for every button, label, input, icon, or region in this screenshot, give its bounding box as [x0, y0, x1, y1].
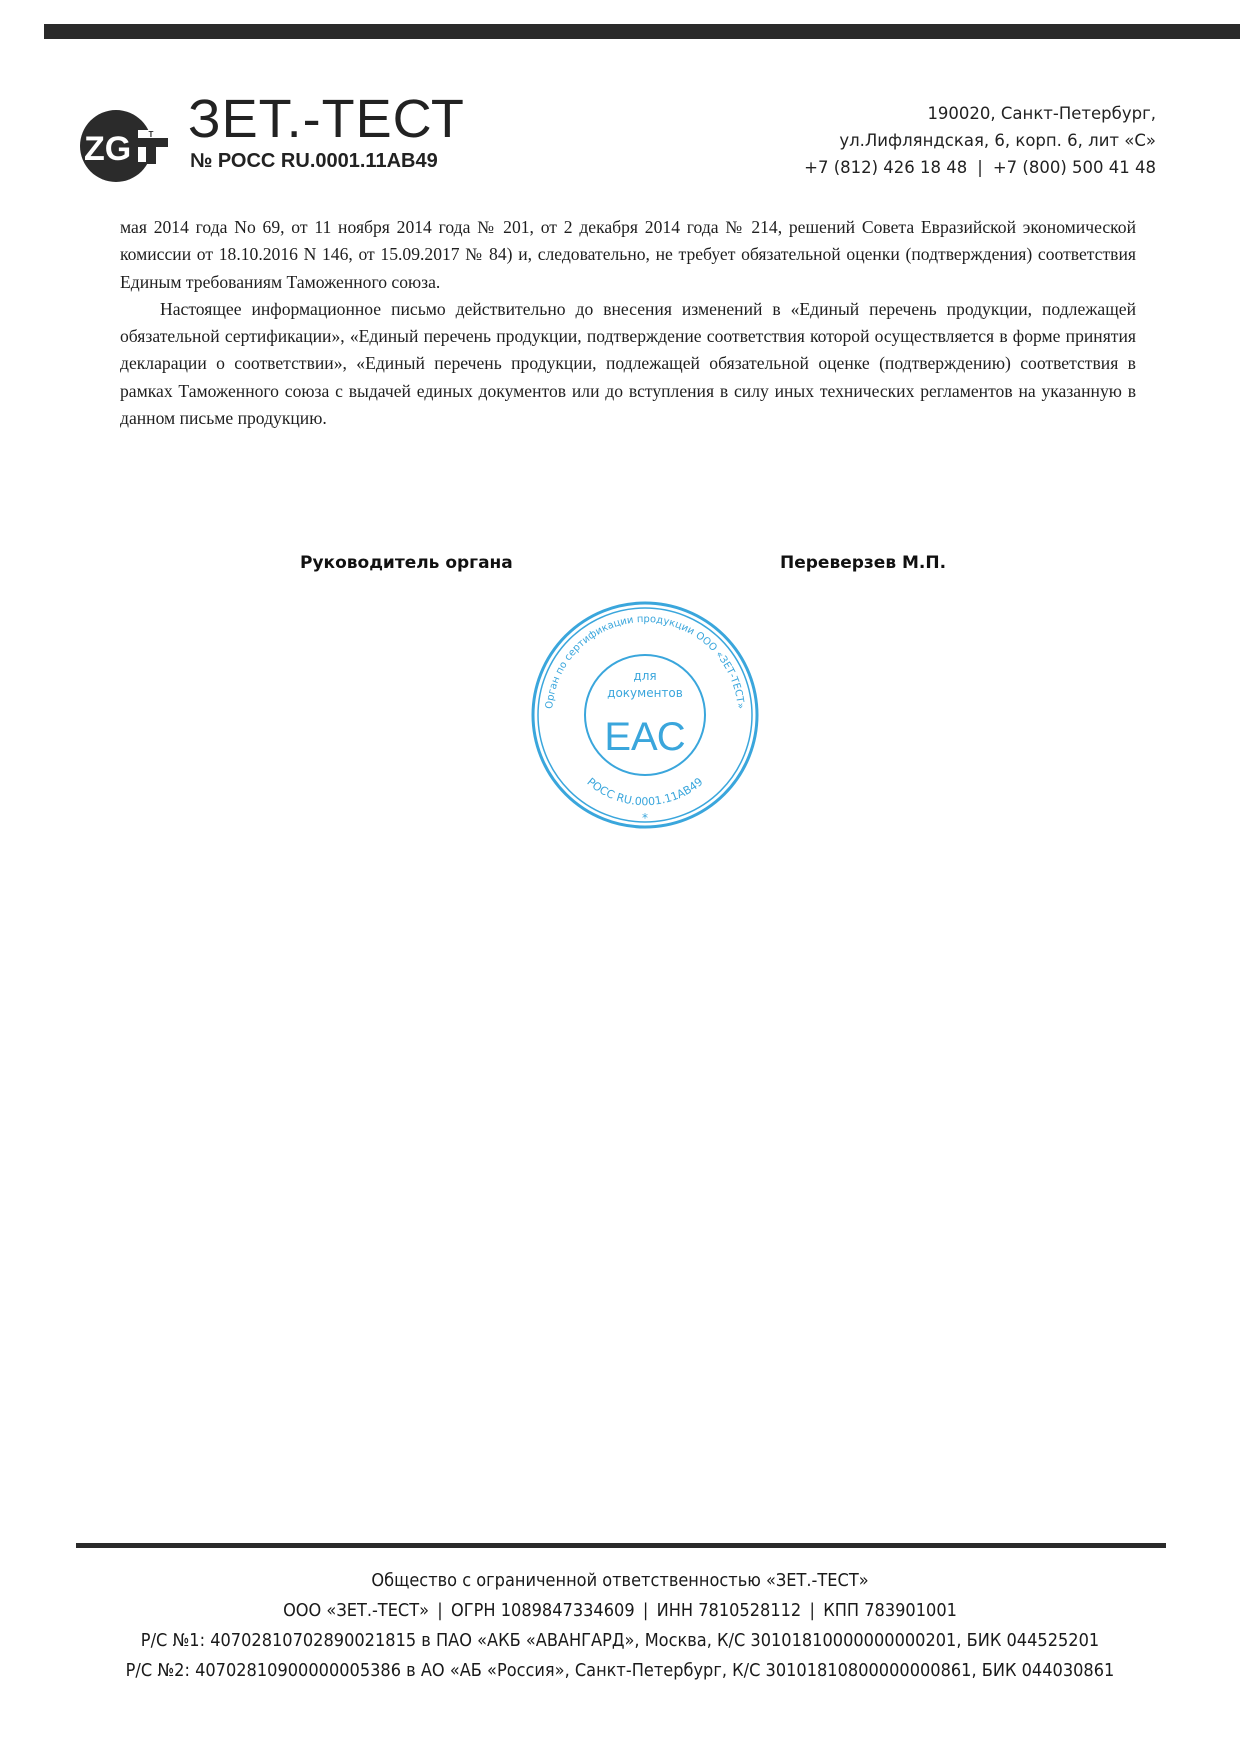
company-logo-icon: [76, 108, 168, 184]
phone-1: +7 (812) 426 18 48: [804, 158, 968, 177]
company-short-name: ООО «ЗЕТ.-ТЕСТ»: [283, 1601, 430, 1621]
company-full-name: Общество с ограниченной ответственностью «ЗЕТ.-ТЕСТ»: [371, 1571, 869, 1591]
separator: |: [809, 1601, 815, 1621]
registration-number: № РОСС RU.0001.11АВ49: [190, 150, 438, 172]
paragraph-1: мая 2014 года No 69, от 11 ноября 2014 года № 201, от 2 декабря 2014 года № 214, решений Совета Евразийской экономической комиссии от 18.10.2016 N 146, от 15.09.2017 № 84) и, следовательно, не требует обязательной оценки (подтверждения) соответствия Единым требованиям Таможенного союза.: [120, 217, 1136, 292]
address-line-2: ул.Лифляндская, 6, корп. 6, лит «С»: [839, 131, 1156, 150]
logo-accent-letter: T: [148, 130, 154, 139]
brand-name: ЗЕТ.-ТЕСТ: [188, 89, 465, 149]
svg-text:РОСС RU.0001.11АВ49: [584, 775, 705, 808]
stamp-eac-mark: ЕАС: [604, 715, 686, 759]
company-registration-line: [50, 1596, 1191, 1626]
footer-requisites: [0, 1566, 1240, 1686]
stamp-inner-top: для: [633, 669, 657, 683]
separator: |: [642, 1601, 649, 1621]
ogrn: ОГРН 1089847334609: [451, 1601, 635, 1621]
letter-body: [120, 214, 1136, 432]
paragraph-2: Настоящее информационное письмо действительно до внесения изменений в «Единый перечень продукции, подлежащей обязательной сертификации», «Единый перечень продукции, подтверждение соответствия которой осуществляется в форме принятия декларации о соответствии», «Единый перечень продукции, подлежащей обязательной оценке (подтверждению) соответствия в рамках Таможенного союза с выдачей единых документов или до вступления в силу иных технических регламентов на указанную в данном письме продукцию.: [120, 298, 1136, 429]
phone-line: [804, 154, 1156, 181]
address-line-1: 190020, Санкт-Петербург,: [927, 104, 1156, 123]
stamp-star: *: [642, 811, 648, 825]
kpp: КПП 783901001: [823, 1601, 957, 1621]
separator: |: [437, 1601, 443, 1621]
footer-rule: [76, 1543, 1166, 1548]
signatory-name: Переверзев М.П.: [780, 553, 947, 573]
stamp-ring-text: Орган по сертификации продукции ООО «ЗЕТ-ТЕСТ»: [544, 613, 746, 710]
stamp-inner-middle: документов: [607, 686, 683, 700]
phone-separator: |: [977, 158, 983, 177]
inn: ИНН 7810528112: [656, 1601, 802, 1621]
signatory-title: Руководитель органа: [300, 553, 513, 573]
header-rule: [44, 24, 1240, 39]
logo-letters: ZG: [84, 130, 132, 168]
certification-stamp: [530, 600, 760, 830]
bank-account-2: Р/С №2: 40702810900000005386 в АО «АБ «Россия», Санкт-Петербург, К/С 30101810800000000861, БИК 044030861: [125, 1661, 1115, 1681]
company-address: [804, 100, 1156, 181]
bank-account-1: Р/С №1: 40702810702890021815 в ПАО «АКБ «АВАНГАРД», Москва, К/С 30101810000000000201, БИК 044525201: [140, 1631, 1100, 1651]
stamp-bottom-text: РОСС RU.0001.11АВ49: [584, 775, 706, 809]
phone-2: +7 (800) 500 41 48: [992, 158, 1156, 177]
